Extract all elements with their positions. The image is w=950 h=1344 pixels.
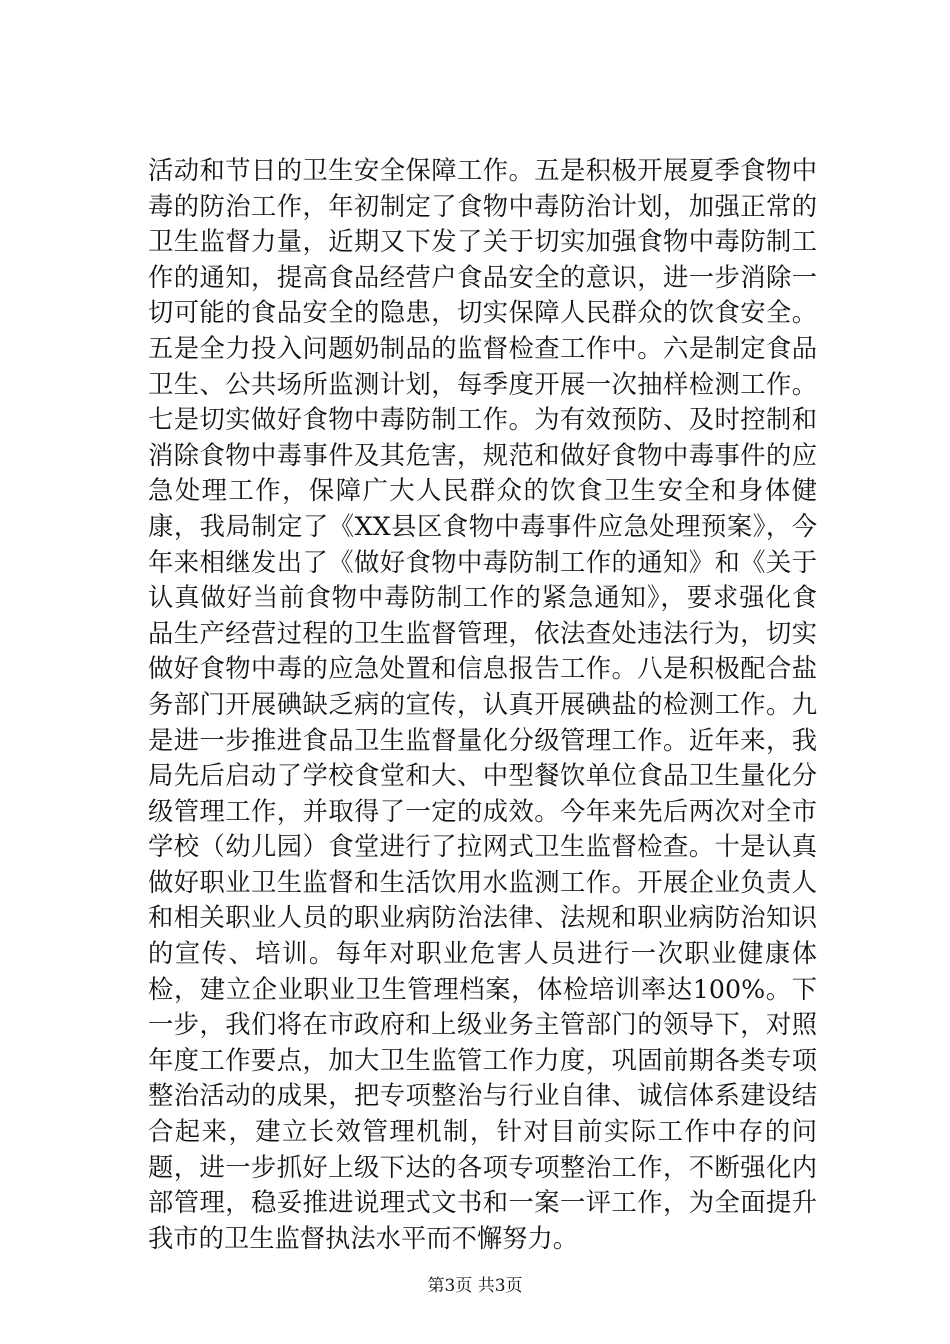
page-footer: 第3页 共3页 (427, 1276, 523, 1296)
body-paragraph: 活动和节日的卫生安全保障工作。五是积极开展夏季食物中毒的防治工作，年初制定了食物中毒防治计划，加强正常的卫生监督力量，近期又下发了关于切实加强食物中毒防制工作的通知，提高食品经营户食品安全的意识，进一步消除一切可能的食品安全的隐患，切实保障人民群众的饮食安全。五是全力投入问题奶制品的监督检查工作中。六是制定食品卫生、公共场所监测计划，每季度开展一次抽样检测工作。七是切实做好食物中毒防制工作。为有效预防、及时控制和消除食物中毒事件及其危害，规范和做好食物中毒事件的应急处理工作，保障广大人民群众的饮食卫生安全和身体健康，我局制定了《XX县区食物中毒事件应急处理预案》，今年来相继发出了《做好食物中毒防制工作的通知》和《关于认真做好当前食物中毒防制工作的紧急通知》，要求强化食品生产经营过程的卫生监督管理，依法查处违法行为，切实做好食物中毒的应急处置和信息报告工作。八是积极配合盐务部门开展碘缺乏病的宣传，认真开展碘盐的检测工作。九是进一步推进食品卫生监督量化分级管理工作。近年来，我局先后启动了学校食堂和大、中型餐饮单位食品卫生量化分级管理工作，并取得了一定的成效。今年来先后两次对全市学校（幼儿园）食堂进行了拉网式卫生监督检查。十是认真做好职业卫生监督和生活饮用水监测工作。开展企业负责人和相关职业人员的职业病防治法律、法规和职业病防治知识的宣传、培训。每年对职业危害人员进行一次职业健康体检，建立企业职业卫生管理档案，体检培训率达100%。下一步，我们将在市政府和上级业务主管部门的领导下，对照年度工作要点，加大卫生监管工作力度，巩固前期各类专项整治活动的成果，把专项整治与行业自律、诚信体系建设结合起来，建立长效管理机制，针对目前实际工作中存的问题，进一步抓好上级下达的各项专项整治工作，不断强化内部管理，稳妥推进说理式文书和一案一评工作，为全面提升我市的卫生监督执法水平而不懈努力。 (148, 156, 817, 1253)
